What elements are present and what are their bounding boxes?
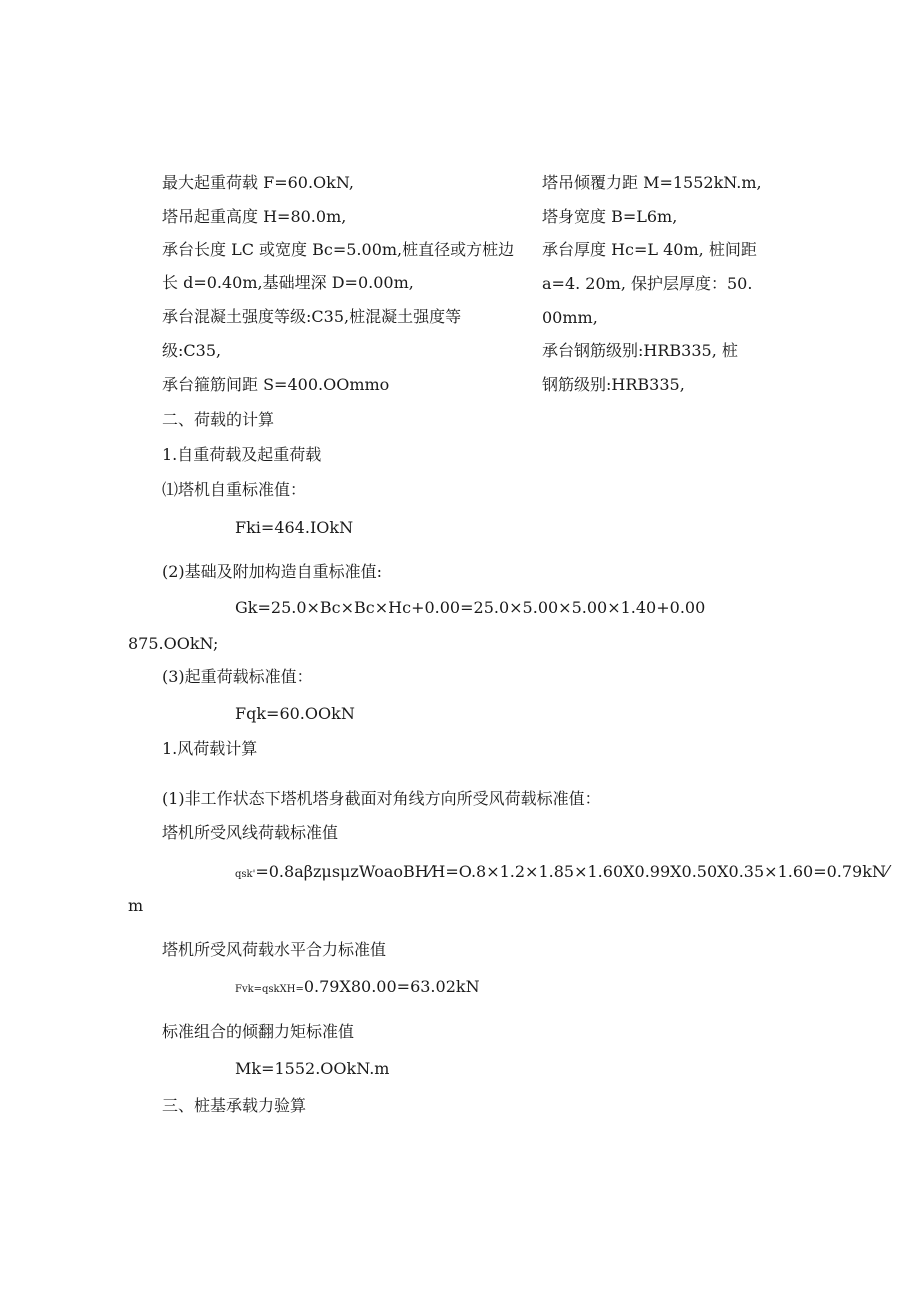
formula-fvk-symbol: Fvk=qskXH= — [235, 984, 304, 995]
label-overturn-moment: 标准组合的倾翻力矩标准值 — [162, 1022, 355, 1041]
param-cap-rebar: 承台钢筋级别:HRB335, 桩 — [542, 341, 738, 360]
param-cover-unit: 00mm, — [542, 308, 598, 327]
param-max-load: 最大起重荷载 F=60.OkN, — [162, 173, 354, 192]
param-cap-thickness: 承台厚度 Hc=L 40m, 桩间距 — [542, 240, 757, 259]
param-cap-concrete: 承台混凝土强度等级:C35,桩混凝土强度等 — [162, 307, 462, 326]
formula-fvk — [235, 977, 480, 1000]
param-lift-height: 塔吊起重高度 H=80.0m, — [162, 207, 347, 226]
param-overturn-moment: 塔吊倾覆力距 M=1552kN.m, — [542, 173, 762, 192]
param-pile-diameter: 长 d=0.40m,基础埋深 D=0.00m, — [162, 273, 414, 292]
param-pile-concrete: 级:C35, — [162, 341, 222, 360]
formula-fki: Fki=464.IOkN — [235, 518, 354, 537]
item-lifting-load: (3)起重荷载标准值： — [162, 667, 313, 686]
item-foundation-weight: (2)基础及附加构造自重标准值: — [162, 562, 383, 581]
formula-mk: Mk=1552.OOkN.m — [235, 1059, 390, 1078]
formula-gk: Gk=25.0×Bc×Bc×Hc+0.00=25.0×5.00×5.00×1.40+0.00 — [235, 598, 706, 617]
section-heading-pile-capacity: 三、桩基承载力验算 — [162, 1096, 307, 1115]
label-wind-horizontal-force: 塔机所受风荷载水平合力标准值 — [162, 940, 387, 959]
result-gk: 875.OOkN; — [128, 634, 219, 653]
param-stirrup-spacing: 承台箍筋间距 S=400.OOmmo — [162, 375, 390, 394]
formula-qsk-expression: =0.8aβzμsμzWoaoBH⁄H=O.8×1.2×1.85×1.60X0.99X0.50X0.35×1.60=0.79kN⁄ — [255, 862, 889, 881]
param-cap-length: 承台长度 LC 或宽度 Bc=5.00m,桩直径或方桩边 — [162, 240, 515, 259]
subheading-self-weight: 1.自重荷载及起重荷载 — [162, 445, 322, 464]
formula-qsk — [235, 862, 889, 885]
section-heading-loads: 二、荷载的计算 — [162, 410, 275, 429]
param-pile-rebar: 钢筋级别:HRB335, — [542, 375, 685, 394]
item-wind-nonworking: (1)非工作状态下塔机塔身截面对角线方向所受风荷载标准值： — [162, 789, 601, 808]
param-pile-spacing: a=4. 20m, 保护层厚度：50. — [542, 274, 753, 293]
formula-fqk: Fqk=60.OOkN — [235, 704, 355, 723]
param-tower-width: 塔身宽度 B=L6m, — [542, 207, 678, 226]
formula-qsk-unit: m — [128, 896, 144, 915]
subheading-wind-load: 1.风荷载计算 — [162, 739, 258, 758]
item-tower-self-weight: ⑴塔机自重标准值： — [162, 480, 307, 499]
label-wind-line-load: 塔机所受风线荷载标准值 — [162, 823, 339, 842]
formula-qsk-symbol: qsk' — [235, 869, 256, 880]
formula-fvk-expression: 0.79X80.00=63.02kN — [303, 977, 480, 996]
